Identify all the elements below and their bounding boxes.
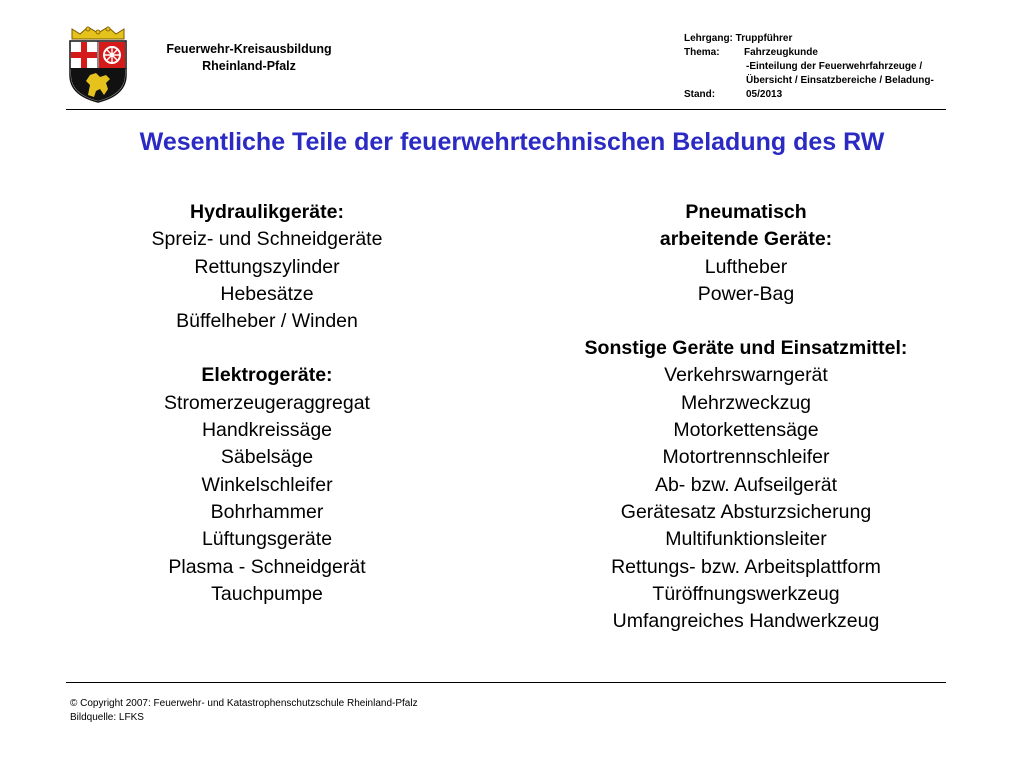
right-column xyxy=(546,199,946,635)
list-item: Handkreissäge xyxy=(201,419,333,442)
hydraulic-heading: Hydraulikgeräte: xyxy=(190,201,344,223)
org-line-2: Rheinland-Pfalz xyxy=(202,59,296,73)
list-item: Ab- bzw. Aufseilgerät xyxy=(654,473,838,496)
topic-line-3: Übersicht / Einsatzbereiche / Beladung- xyxy=(746,75,934,86)
list-item: Motortrennschleifer xyxy=(662,446,830,469)
topic-line-2: -Einteilung der Feuerwehrfahrzeuge / xyxy=(746,61,923,72)
list-item: Tauchpumpe xyxy=(211,582,323,605)
list-item: Luftheber xyxy=(704,255,788,278)
electric-heading: Elektrogeräte: xyxy=(201,364,333,387)
list-item: Rettungszylinder xyxy=(194,255,340,278)
footer-divider xyxy=(66,682,946,683)
list-item: Verkehrswarngerät xyxy=(664,364,828,387)
list-item: Türöffnungswerkzeug xyxy=(652,582,840,605)
date-label: Stand: xyxy=(684,89,716,100)
org-line-1: Feuerwehr-Kreisausbildung xyxy=(166,42,332,56)
course-label: Lehrgang: Truppführer xyxy=(684,33,793,44)
date-value: 05/2013 xyxy=(746,89,783,100)
list-item: Umfangreiches Handwerkzeug xyxy=(612,610,880,633)
copyright-text: © Copyright 2007: Feuerwehr- und Katastrophenschutzschule Rheinland-Pfalz xyxy=(70,698,418,709)
organization-name xyxy=(140,41,358,75)
pneumatic-heading-line-2: arbeitende Geräte: xyxy=(659,228,833,251)
list-item: Plasma - Schneidgerät xyxy=(168,555,366,578)
list-item: Gerätesatz Absturzsicherung xyxy=(620,500,872,523)
image-source-text: Bildquelle: LFKS xyxy=(70,712,144,723)
list-item: Rettungs- bzw. Arbeitsplattform xyxy=(611,555,881,578)
list-item: Winkelschleifer xyxy=(201,473,333,496)
pneumatic-heading-line-1: Pneumatisch xyxy=(685,201,807,223)
list-item: Mehrzweckzug xyxy=(680,391,812,414)
footer xyxy=(70,697,418,725)
list-item: Power-Bag xyxy=(697,282,795,305)
list-item: Hebesätze xyxy=(220,282,314,305)
coat-of-arms-icon xyxy=(66,25,130,103)
list-item: Spreiz- und Schneidgeräte xyxy=(151,228,383,251)
list-item: Lüftungsgeräte xyxy=(201,528,333,551)
topic-label: Thema: xyxy=(684,47,720,58)
header-divider xyxy=(66,109,946,110)
page-title: Wesentliche Teile der feuerwehrtechnischen Beladung des RW xyxy=(139,128,885,156)
other-equipment-heading: Sonstige Geräte und Einsatzmittel: xyxy=(584,337,908,360)
course-info xyxy=(684,32,934,102)
topic-line-1: Fahrzeugkunde xyxy=(744,47,818,58)
list-item: Multifunktionsleiter xyxy=(665,528,827,551)
list-item: Stromerzeugeraggregat xyxy=(164,391,370,414)
list-item: Säbelsäge xyxy=(220,446,314,469)
left-column xyxy=(117,199,417,608)
list-item: Bohrhammer xyxy=(210,500,324,523)
list-item: Motorkettensäge xyxy=(673,419,819,442)
list-item: Büffelheber / Winden xyxy=(176,310,358,333)
